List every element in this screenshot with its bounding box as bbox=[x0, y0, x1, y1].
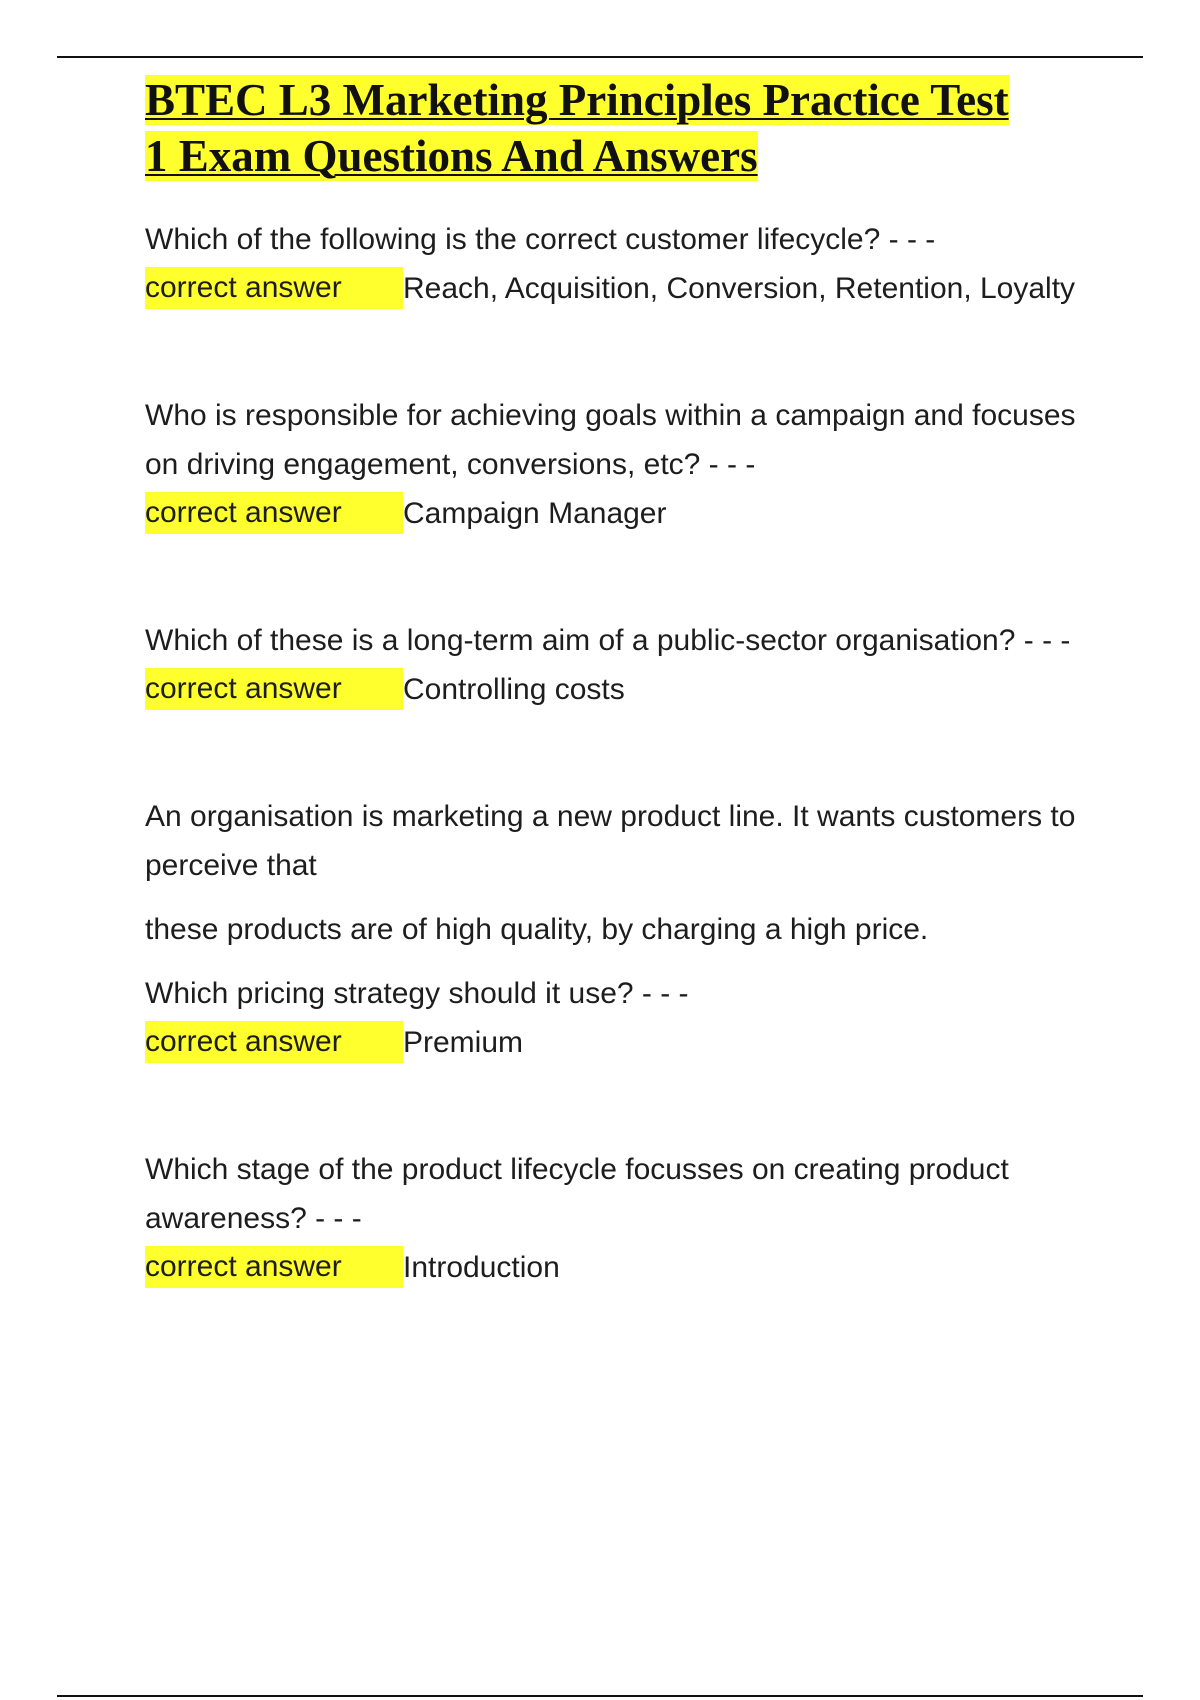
question-text: these products are of high quality, by charging a high price. bbox=[145, 913, 929, 946]
answer-text: Reach, Acquisition, Conversion, Retention, Loyalty bbox=[403, 272, 1076, 305]
document-title bbox=[145, 72, 1090, 184]
answer-label: correct answer bbox=[145, 1021, 403, 1063]
document-page bbox=[145, 72, 1090, 1292]
answer-line bbox=[145, 264, 1090, 313]
title-line-1: BTEC L3 Marketing Principles Practice Test bbox=[145, 75, 1009, 125]
qa-item-3 bbox=[145, 616, 1090, 714]
qa-item-5 bbox=[145, 1145, 1090, 1292]
question-text: An organisation is marketing a new product line. It wants customers to perceive that bbox=[145, 800, 1076, 882]
question-text: Which stage of the product lifecycle focusses on creating product awareness? - - - bbox=[145, 1153, 1009, 1235]
answer-line bbox=[145, 665, 1090, 714]
question-text: Who is responsible for achieving goals within a campaign and focuses on driving engagement, conversions, etc? - - - bbox=[145, 399, 1076, 481]
answer-label: correct answer bbox=[145, 492, 403, 534]
answer-line bbox=[145, 1243, 1090, 1292]
answer-text: Campaign Manager bbox=[403, 497, 667, 530]
answer-text: Premium bbox=[403, 1026, 524, 1059]
answer-label: correct answer bbox=[145, 1246, 403, 1288]
qa-item-4 bbox=[145, 792, 1090, 1067]
title-line-2: 1 Exam Questions And Answers bbox=[145, 131, 758, 181]
answer-line bbox=[145, 1018, 1090, 1067]
question-text: Which of these is a long-term aim of a public-sector organisation? - - - bbox=[145, 624, 1071, 657]
top-rule bbox=[57, 56, 1143, 58]
question-text: Which pricing strategy should it use? - - - bbox=[145, 977, 689, 1010]
qa-item-1 bbox=[145, 215, 1090, 313]
answer-text: Introduction bbox=[403, 1251, 560, 1284]
bottom-rule bbox=[57, 1695, 1143, 1697]
answer-label: correct answer bbox=[145, 267, 403, 309]
answer-label: correct answer bbox=[145, 668, 403, 710]
question-text: Which of the following is the correct customer lifecycle? - - - bbox=[145, 223, 936, 256]
answer-text: Controlling costs bbox=[403, 673, 625, 706]
qa-item-2 bbox=[145, 391, 1090, 538]
answer-line bbox=[145, 489, 1090, 538]
